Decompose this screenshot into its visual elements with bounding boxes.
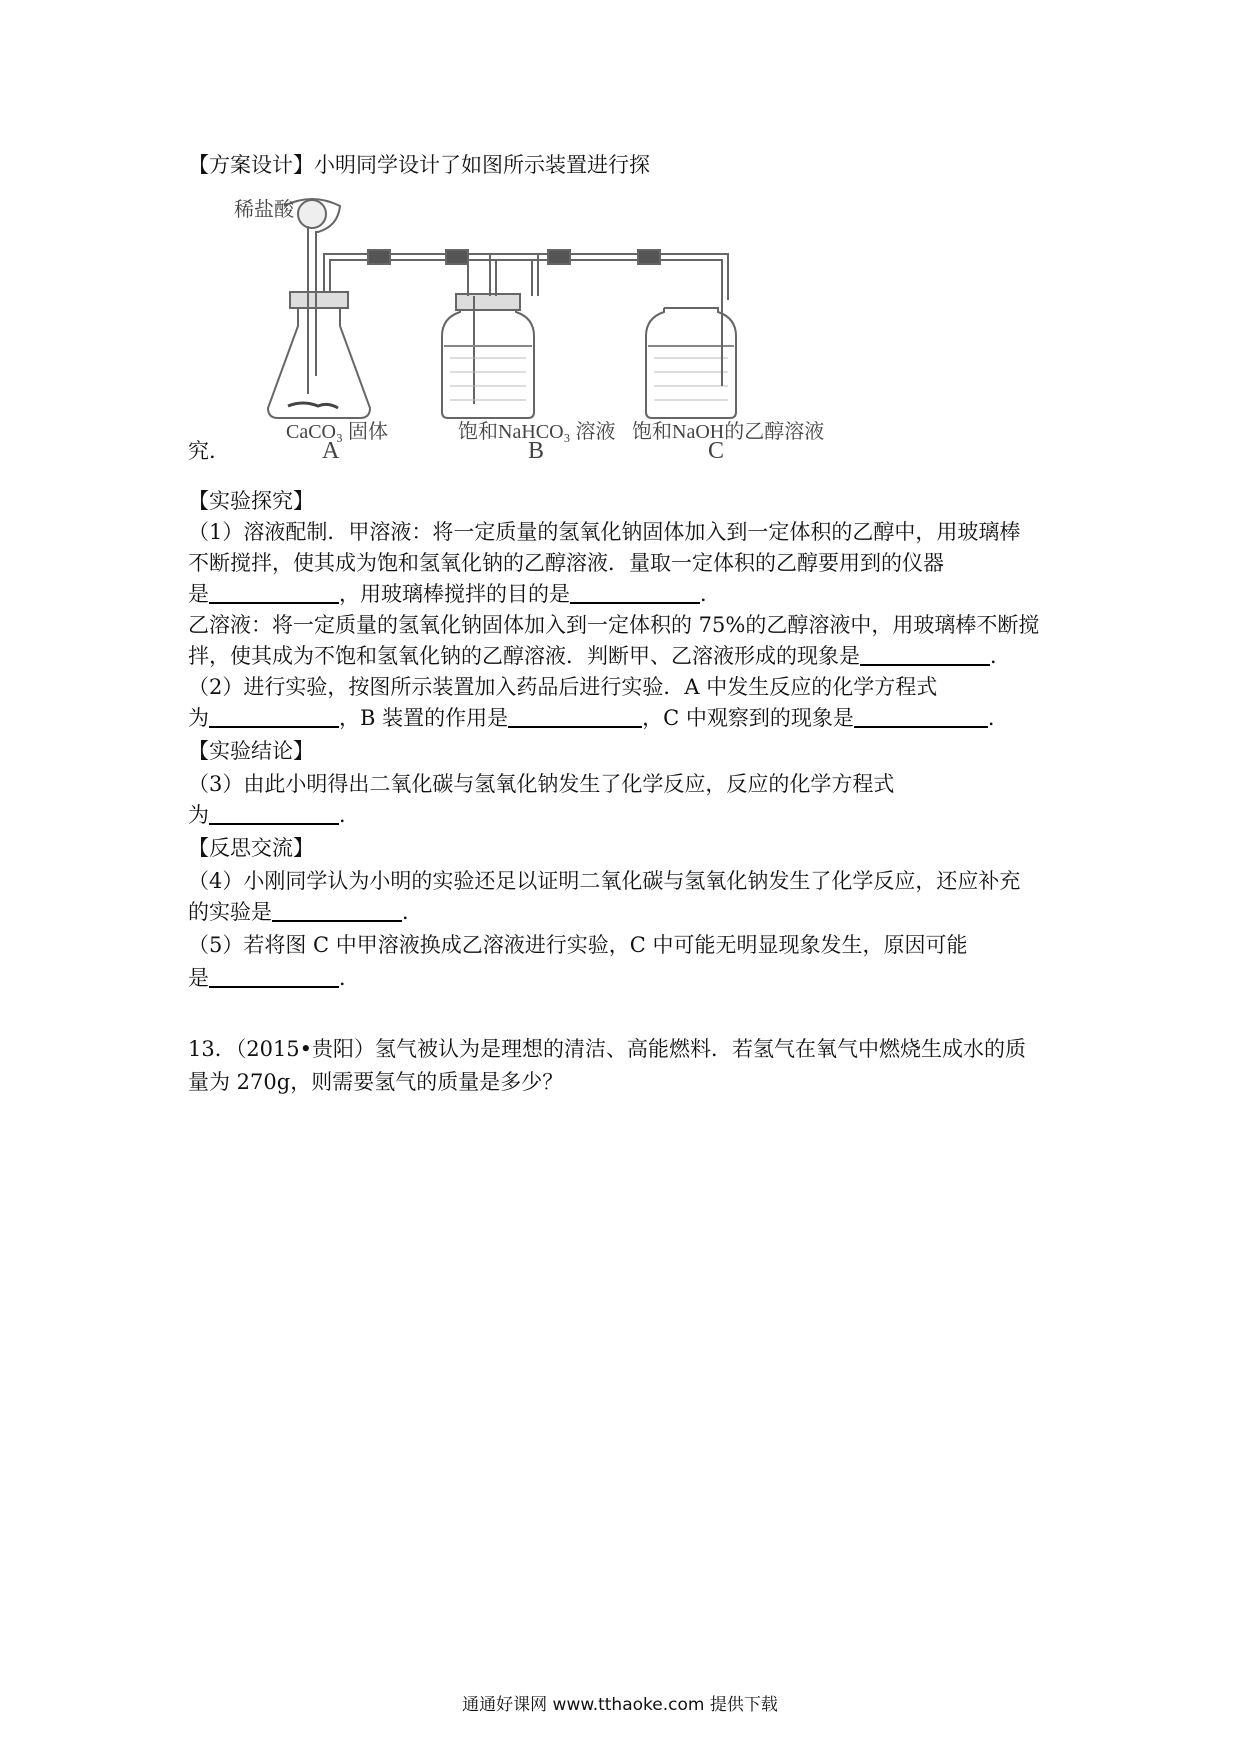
q1-line3-b: ，用玻璃棒搅拌的目的是 <box>339 582 570 606</box>
funnel-label: 稀盐酸 <box>234 199 294 221</box>
caption-c: 饱和NaOH的乙醇溶液 <box>632 421 825 443</box>
q1-line5 <box>188 641 1011 671</box>
q5-line2 <box>188 963 360 993</box>
q2-line2 <box>188 703 1009 733</box>
q1-line5-a: 拌，使其成为不饱和氢氧化钠的乙醇溶液．判断甲、乙溶液形成的现象是 <box>188 644 860 668</box>
q3-line1: （3）由此小明得出二氧化碳与氢氧化钠发生了化学反应，反应的化学方程式 <box>188 772 895 796</box>
q3-line2 <box>188 800 360 830</box>
label-a: A <box>322 438 340 458</box>
q1-line1: （1）溶液配制．甲溶液：将一定质量的氢氧化钠固体加入到一定体积的乙醇中，用玻璃棒 <box>188 520 1021 544</box>
page-footer: 通通好课网 www.tthaoke.com 提供下载 <box>462 1695 778 1715</box>
design-intro-tail: 究. <box>188 439 216 463</box>
label-c: C <box>708 438 725 458</box>
q1-line5-b: ． <box>990 644 1011 668</box>
answer-blank[interactable] <box>209 964 339 988</box>
q13-line2: 量为 270g，则需要氢气的质量是多少？ <box>188 1070 564 1094</box>
design-intro: 【方案设计】小明同学设计了如图所示装置进行探 <box>188 153 650 177</box>
label-b: B <box>528 438 545 458</box>
answer-blank[interactable] <box>209 704 339 728</box>
section-heading-reflect: 【反思交流】 <box>188 836 314 860</box>
answer-blank[interactable] <box>209 801 339 825</box>
q4-line2-b: ． <box>402 900 423 924</box>
q1-line3 <box>188 579 721 609</box>
answer-blank[interactable] <box>860 642 990 666</box>
q2-line2-d: ． <box>987 706 1009 730</box>
answer-blank[interactable] <box>209 580 339 604</box>
q4-line2-a: 的实验是 <box>188 900 272 924</box>
q3-line2-a: 为 <box>188 803 209 827</box>
q2-line1: （2）进行实验，按图所示装置加入药品后进行实验．A 中发生反应的化学方程式 <box>188 675 938 699</box>
answer-blank[interactable] <box>272 898 402 922</box>
apparatus-diagram <box>228 196 848 458</box>
q4-line2 <box>188 897 423 927</box>
q3-line2-b: ． <box>339 803 360 827</box>
answer-blank[interactable] <box>854 704 988 728</box>
q2-line2-a: 为 <box>188 706 209 730</box>
caption-a: CaCO₃ 固体 <box>286 421 388 443</box>
q5-line1: （5）若将图 C 中甲溶液换成乙溶液进行实验，C 中可能无明显现象发生，原因可能 <box>188 933 968 957</box>
q13-line1: 13．（2015•贵阳）氢气被认为是理想的清洁、高能燃料．若氢气在氧气中燃烧生成水的质 <box>188 1037 1027 1061</box>
q5-line2-b: ． <box>339 966 360 990</box>
q1-line2: 不断搅拌，使其成为饱和氢氧化钠的乙醇溶液．量取一定体积的乙醇要用到的仪器 <box>188 551 944 575</box>
q4-line1: （4）小刚同学认为小明的实验还足以证明二氧化碳与氢氧化钠发生了化学反应，还应补充 <box>188 869 1021 893</box>
answer-blank[interactable] <box>508 704 642 728</box>
q1-line3-c: ． <box>700 582 721 606</box>
section-heading-conclusion: 【实验结论】 <box>188 739 314 763</box>
q1-line4: 乙溶液：将一定质量的氢氧化钠固体加入到一定体积的 75%的乙醇溶液中，用玻璃棒不断搅 <box>188 613 1040 637</box>
q2-line2-c: ，C 中观察到的现象是 <box>642 706 854 730</box>
answer-blank[interactable] <box>570 580 700 604</box>
apparatus-figure <box>228 196 848 458</box>
section-heading-explore: 【实验探究】 <box>188 489 314 513</box>
q2-line2-b: ，B 装置的作用是 <box>339 706 509 730</box>
caption-b: 饱和NaHCO₃ 溶液 <box>458 421 616 443</box>
q1-line3-a: 是 <box>188 582 209 606</box>
q5-line2-a: 是 <box>188 966 209 990</box>
